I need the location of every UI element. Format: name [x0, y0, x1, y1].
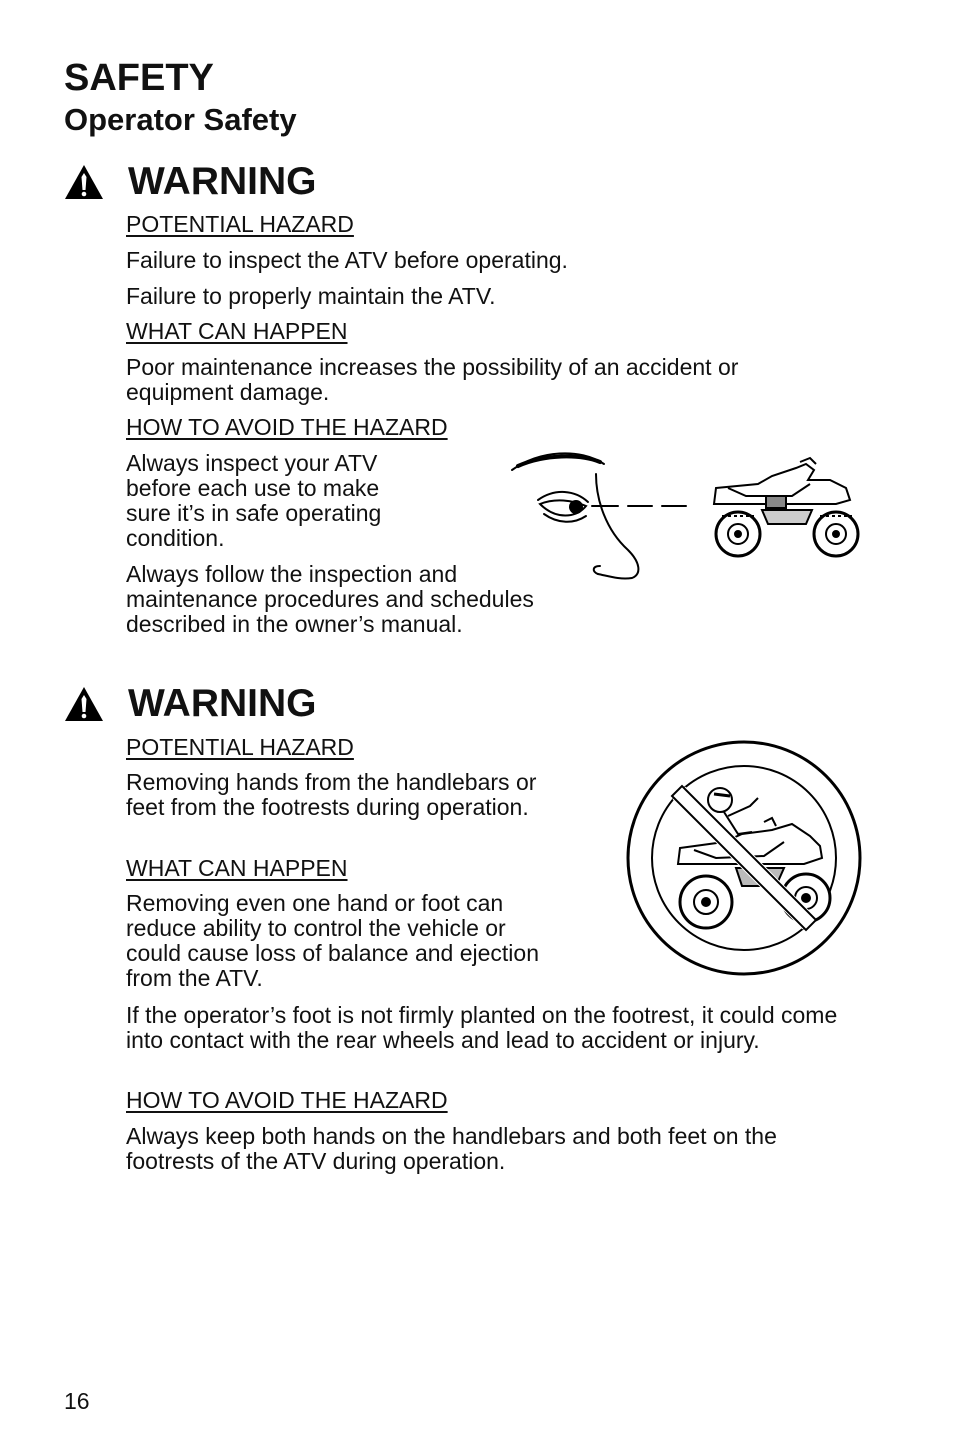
what-can-happen-text: Removing even one hand or foot can reduce ability to control the vehicle or could cause loss of balance and ejection from the ATV.	[126, 890, 540, 991]
page-title: SAFETY	[64, 57, 214, 99]
no-hands-off-atv-icon	[624, 738, 864, 978]
how-to-avoid-label: HOW TO AVOID THE HAZARD	[126, 1087, 448, 1113]
potential-hazard-text: Removing hands from the handlebars or feet from the footrests during operation.	[126, 769, 537, 820]
potential-hazard-line: Failure to properly maintain the ATV.	[126, 283, 496, 309]
section-title: Operator Safety	[64, 102, 297, 137]
what-can-happen-label: WHAT CAN HAPPEN	[126, 318, 348, 344]
what-can-happen-text: Poor maintenance increases the possibility of an accident or equipment damage.	[126, 354, 739, 405]
potential-hazard-line: Failure to inspect the ATV before operating.	[126, 247, 568, 273]
eye-inspecting-atv-icon	[500, 440, 870, 590]
potential-hazard-label: POTENTIAL HAZARD	[126, 211, 354, 237]
what-can-happen-label: WHAT CAN HAPPEN	[126, 855, 348, 881]
what-can-happen-text: If the operator’s foot is not firmly planted on the footrest, it could come into contact with the rear wheels and lead to accident or injury.	[126, 1002, 838, 1053]
warning-triangle-icon	[64, 686, 104, 722]
how-to-avoid-text: Always inspect your ATV before each use to make sure it’s in safe operating condition.	[126, 450, 382, 551]
potential-hazard-label: POTENTIAL HAZARD	[126, 734, 354, 760]
how-to-avoid-text: Always follow the inspection and maintenance procedures and schedules described in the owner’s manual.	[126, 561, 534, 637]
warning-heading-2	[64, 682, 317, 726]
warning-label: WARNING	[128, 682, 317, 725]
page-number: 16	[64, 1388, 90, 1414]
warning-label: WARNING	[128, 160, 317, 203]
how-to-avoid-text: Always keep both hands on the handlebars and both feet on the footrests of the ATV during operation.	[126, 1123, 777, 1174]
warning-triangle-icon	[64, 164, 104, 200]
how-to-avoid-label: HOW TO AVOID THE HAZARD	[126, 414, 448, 440]
warning-heading-1	[64, 160, 317, 204]
